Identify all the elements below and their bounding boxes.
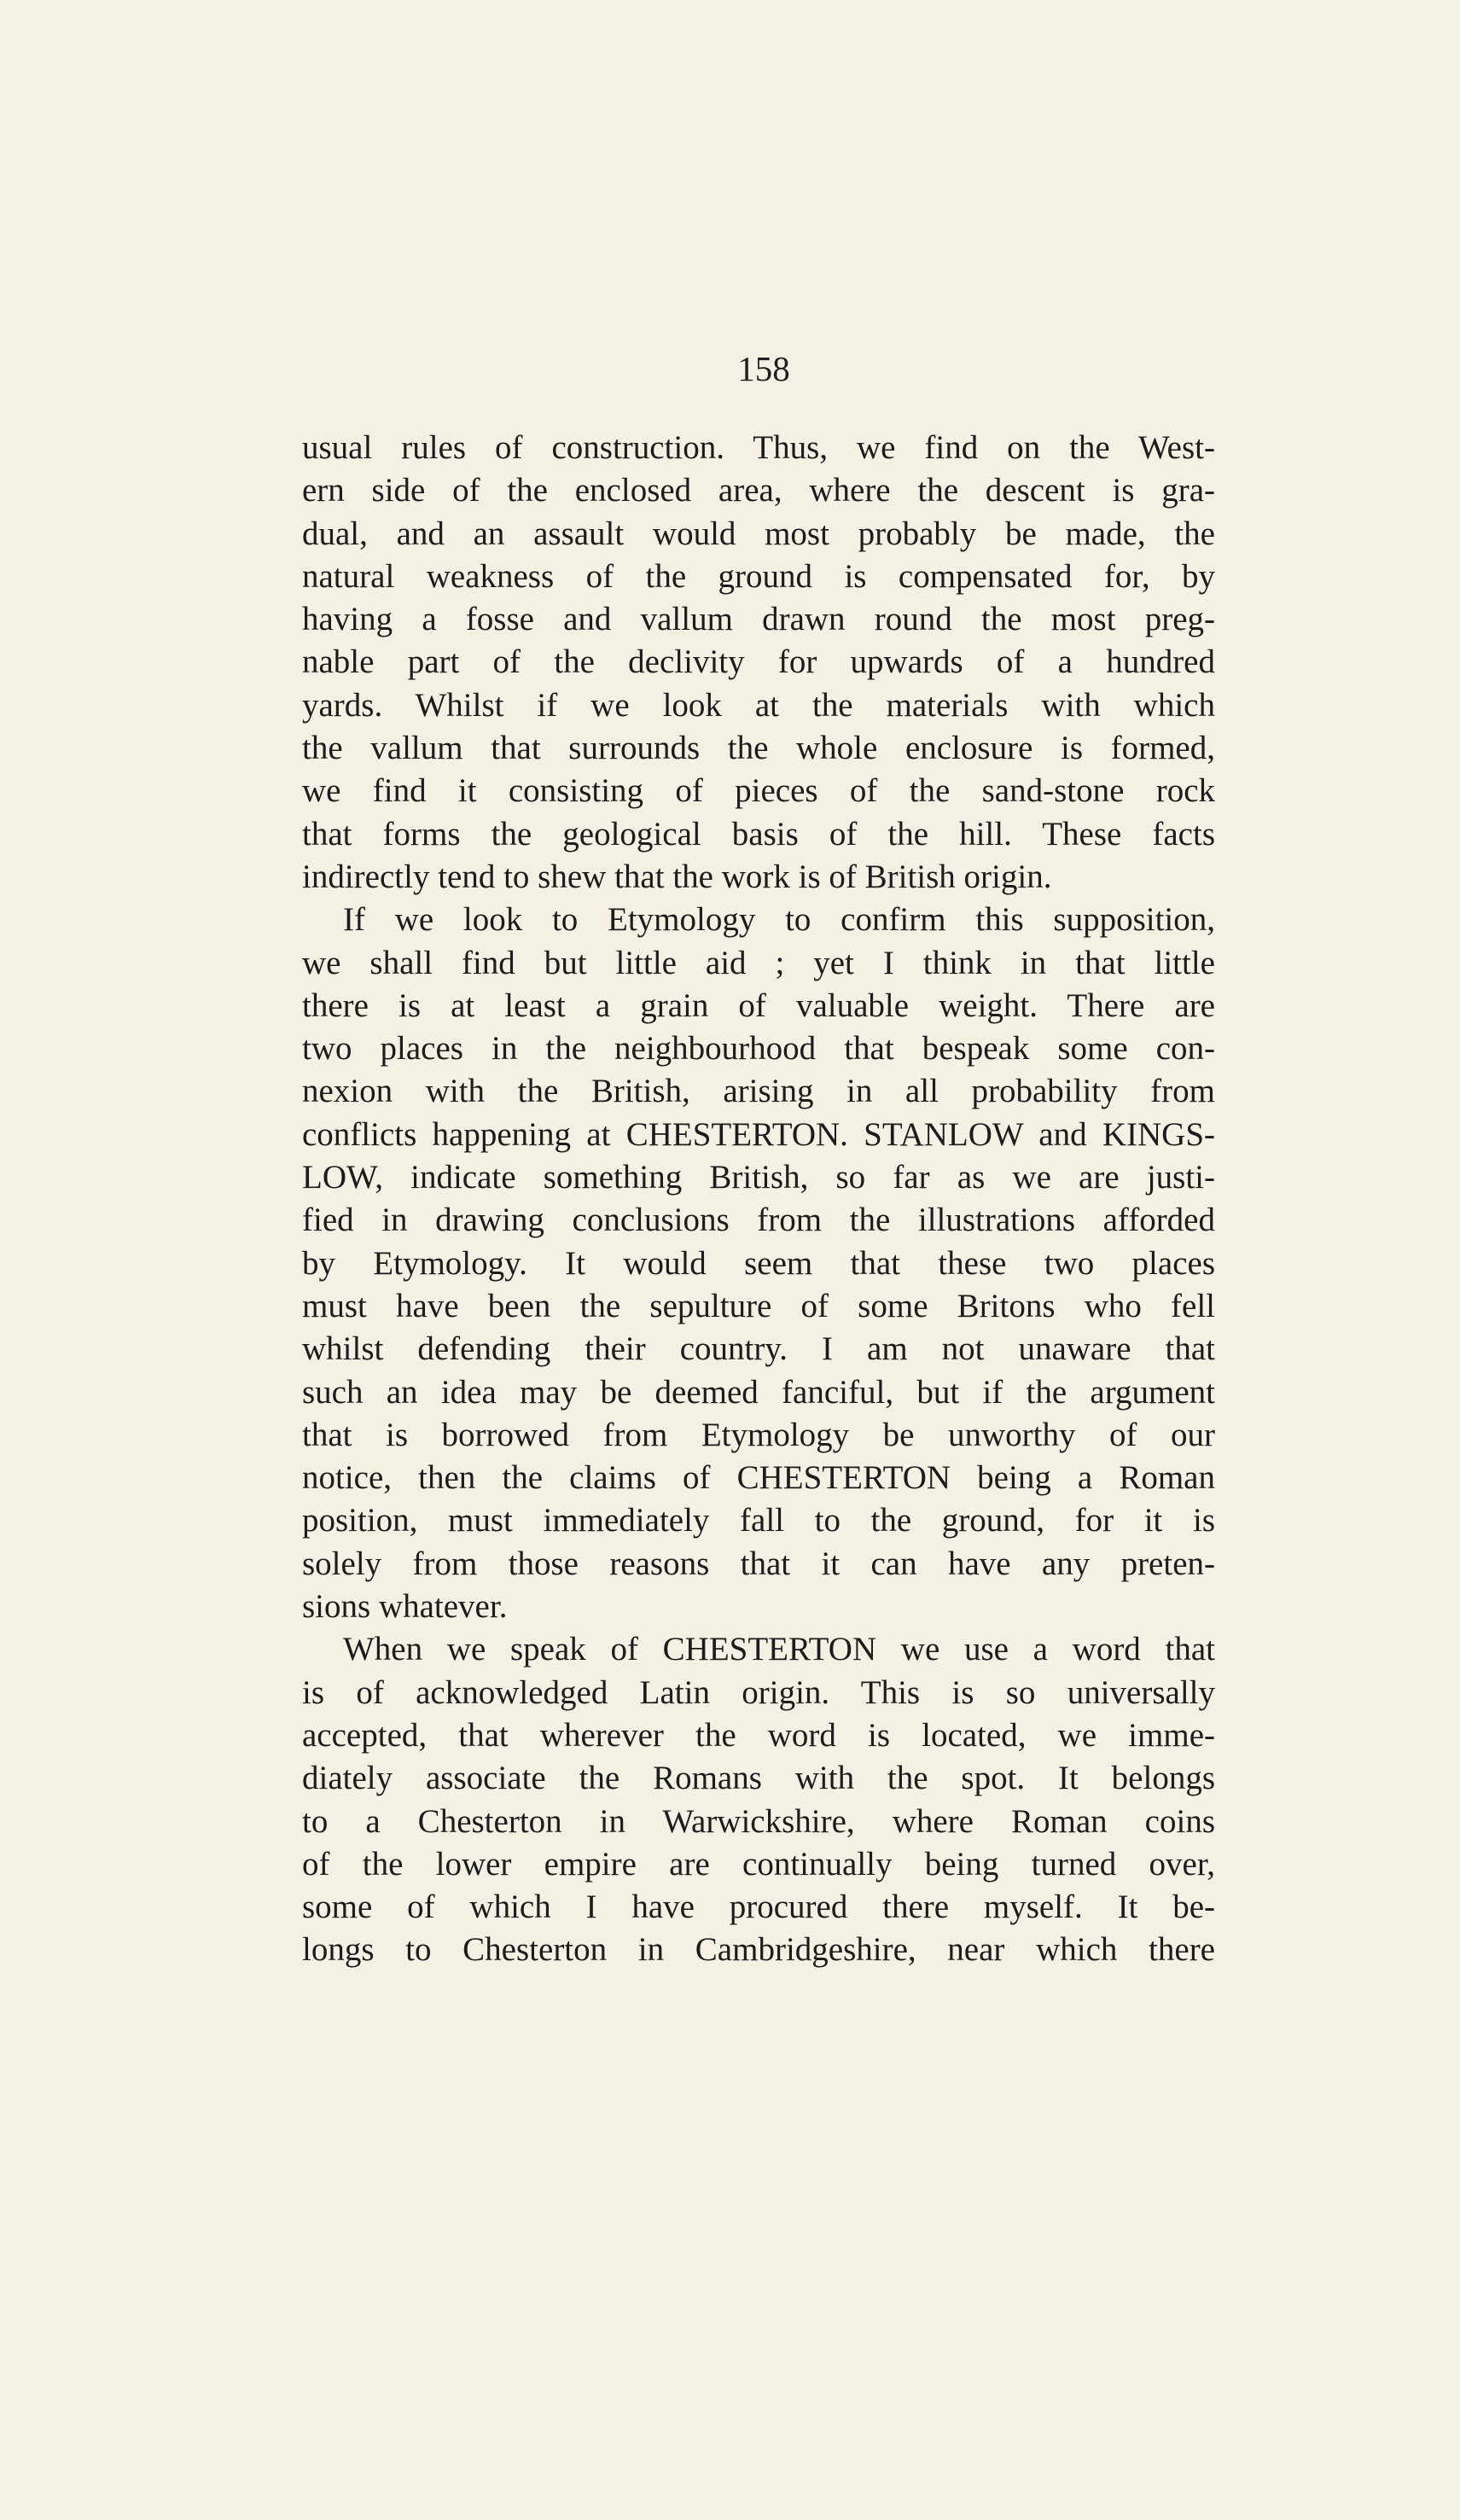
text-line: that is borrowed from Etymology be unworthy of our: [302, 1416, 1215, 1453]
text-line: solely from those reasons that it can have any preten-: [302, 1545, 1215, 1582]
text-line: nexion with the British, arising in all probability from: [302, 1073, 1215, 1110]
text-line: of the lower empire are continually being turned over,: [302, 1845, 1215, 1883]
text-line: conflicts happening at CHESTERTON. STANLOW and KINGS-: [302, 1115, 1215, 1153]
text-line: indirectly tend to shew that the work is of British origin.: [302, 858, 1052, 895]
text-line: some of which I have procured there myself. It be-: [302, 1889, 1215, 1926]
text-line: two places in the neighbourhood that bespeak some con-: [302, 1030, 1215, 1068]
text-line: must have been the sepulture of some Britons who fell: [302, 1287, 1215, 1324]
text-line: the vallum that surrounds the whole enclosure is formed,: [302, 730, 1215, 767]
text-line: whilst defending their country. I am not unaware that: [302, 1330, 1215, 1368]
text-line: dual, and an assault would most probably be made, the: [302, 515, 1215, 552]
text-line: sions whatever.: [302, 1588, 508, 1626]
text-line: longs to Chesterton in Cambridgeshire, near which there: [302, 1931, 1215, 1969]
text-line: nable part of the declivity for upwards of a hundred: [302, 643, 1215, 681]
text-line: by Etymology. It would seem that these two places: [302, 1244, 1215, 1282]
text-line: that forms the geological basis of the hill. These facts: [302, 815, 1215, 853]
text-line: LOW, indicate something British, so far as we are justi-: [302, 1159, 1215, 1196]
text-line: diately associate the Romans with the spot. It belongs: [302, 1760, 1215, 1797]
text-line: natural weakness of the ground is compensated for, by: [302, 557, 1215, 595]
text-line: When we speak of CHESTERTON we use a word that: [343, 1631, 1215, 1668]
text-line: there is at least a grain of valuable weight. There are: [302, 986, 1215, 1024]
text-line: we shall find but little aid ; yet I think in that little: [302, 944, 1215, 981]
text-line: yards. Whilst if we look at the materials with which: [302, 686, 1215, 724]
text-line: accepted, that wherever the word is located, we imme-: [302, 1716, 1215, 1754]
text-line: position, must immediately fall to the ground, for it is: [302, 1502, 1215, 1539]
text-line: usual rules of construction. Thus, we find on the West-: [302, 429, 1215, 466]
text-line: fied in drawing conclusions from the illustrations afforded: [302, 1202, 1215, 1239]
text-line: ern side of the enclosed area, where the descent is gra-: [302, 472, 1215, 509]
text-line: having a fosse and vallum drawn round the most preg-: [302, 601, 1215, 638]
text-line: such an idea may be deemed fanciful, but if the argument: [302, 1373, 1215, 1411]
text-line: If we look to Etymology to confirm this supposition,: [343, 901, 1215, 939]
text-line: to a Chesterton in Warwickshire, where Roman coins: [302, 1802, 1215, 1840]
body-text: [302, 427, 1215, 1972]
text-line: we find it consisting of pieces of the sand-stone rock: [302, 772, 1215, 810]
page-number: 158: [737, 349, 790, 388]
text-line: notice, then the claims of CHESTERTON being a Roman: [302, 1459, 1215, 1497]
text-line: is of acknowledged Latin origin. This is so universally: [302, 1673, 1215, 1711]
